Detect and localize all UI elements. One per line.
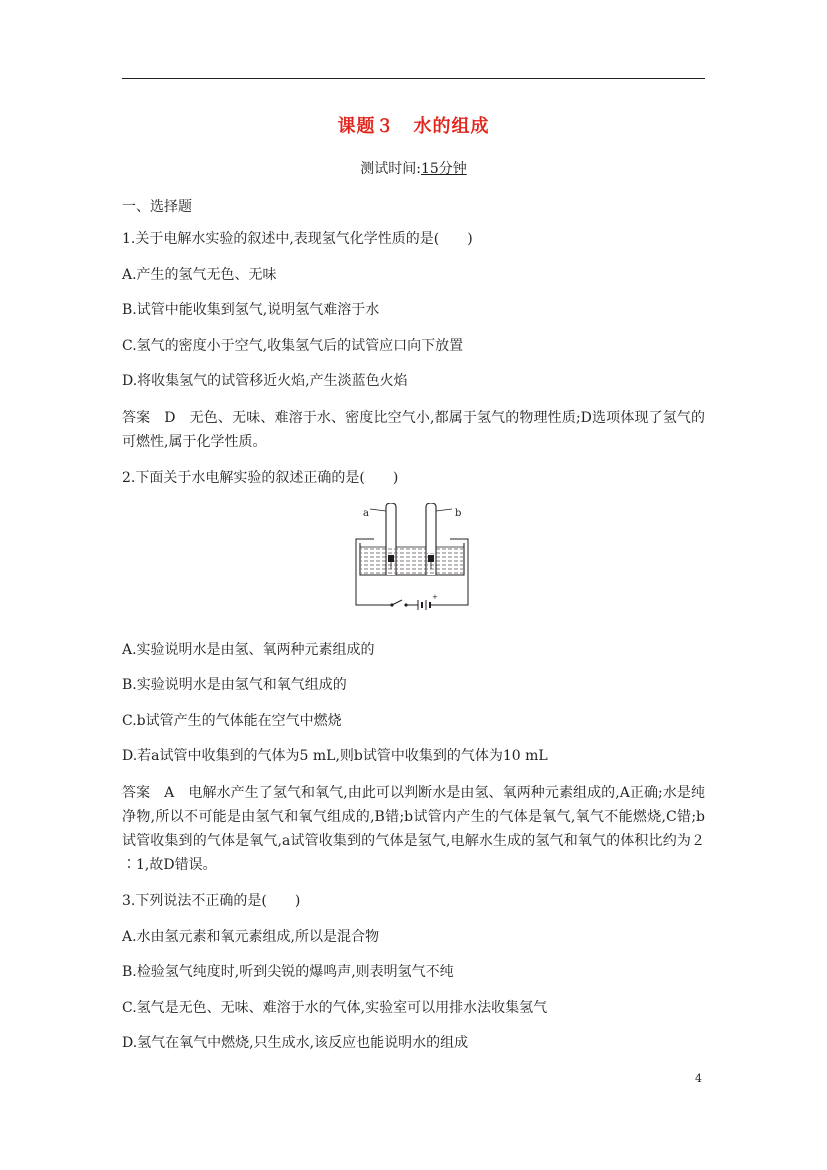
test-time — [0, 158, 827, 178]
question-1-option-b: B.试管中能收集到氢气,说明氢气难溶于水 — [122, 302, 380, 318]
switch — [392, 600, 402, 605]
section-heading: 一、选择题 — [122, 199, 192, 215]
question-1-option-d: D.将收集氢气的试管移近火焰,产生淡蓝色火焰 — [122, 373, 408, 389]
tube-a-label: a — [363, 507, 369, 519]
question-list — [122, 228, 705, 1068]
test-time-label: 测试时间: — [360, 161, 421, 177]
question-3-option-d: D.氢气在氧气中燃烧,只生成水,该反应也能说明水的组成 — [122, 1035, 469, 1051]
answer-key: A — [164, 784, 175, 801]
question-3-stem: 3.下列说法不正确的是( ) — [122, 893, 301, 909]
header-rule — [122, 78, 705, 79]
tube-b-label: b — [455, 507, 462, 519]
answer-explanation: 无色、无味、难溶于水、密度比空气小,都属于氢气的物理性质;D选项体现了氢气的可燃性,属于化学性质。 — [122, 409, 706, 450]
question-1-option-c: C.氢气的密度小于空气,收集氢气后的试管应口向下放置 — [122, 337, 464, 354]
answer-label: 答案 — [122, 784, 151, 801]
water-fill — [361, 547, 463, 574]
electrolysis-figure — [122, 503, 705, 625]
svg-text:+: + — [432, 592, 438, 601]
question-2-answer — [122, 781, 705, 877]
question-2-stem: 2.下面关于水电解实验的叙述正确的是( ) — [122, 470, 399, 486]
question-2-option-c: C.b试管产生的气体能在空气中燃烧 — [122, 712, 342, 729]
answer-key: D — [164, 409, 176, 426]
question-1-stem: 1.关于电解水实验的叙述中,表现氢气化学性质的是( ) — [122, 231, 473, 247]
electrolysis-apparatus-diagram — [352, 503, 472, 613]
question-2-option-b: B.实验说明水是由氢气和氧气组成的 — [122, 677, 347, 693]
question-3-option-a: A.水由氢元素和氧元素组成,所以是混合物 — [122, 928, 380, 945]
question-3-option-c: C.氢气是无色、无味、难溶于水的气体,实验室可以用排水法收集氢气 — [122, 999, 548, 1016]
page-number: 4 — [695, 1072, 702, 1085]
answer-explanation: 电解水产生了氢气和氧气,由此可以判断水是由氢、氧两种元素组成的,A正确;水是纯净物,所以不可能是由氢气和氧气组成的,B错;b试管内产生的气体是氧气,氧气不能燃烧,C错;b试管收集到的气体是氧气,a试管收集到的气体是氢气,电解水生成的氢气和氧气的体积比约为２∶1,故D错误。 — [122, 784, 706, 873]
page-title: 课题３ 水的组成 — [337, 116, 490, 137]
question-1-answer — [122, 406, 705, 454]
test-time-value: 15分钟 — [420, 161, 467, 177]
electrode-a — [388, 555, 394, 562]
electrode-b — [428, 555, 434, 562]
question-2-option-a: A.实验说明水是由氢、氧两种元素组成的 — [122, 641, 375, 658]
answer-label: 答案 — [122, 409, 151, 426]
question-3-option-b: B.检验氢气纯度时,听到尖锐的爆鸣声,则表明氢气不纯 — [122, 964, 454, 980]
question-1-option-a: A.产生的氢气无色、无味 — [122, 266, 277, 283]
question-2-option-d: D.若a试管中收集到的气体为5 mL,则b试管中收集到的气体为10 mL — [122, 748, 548, 764]
